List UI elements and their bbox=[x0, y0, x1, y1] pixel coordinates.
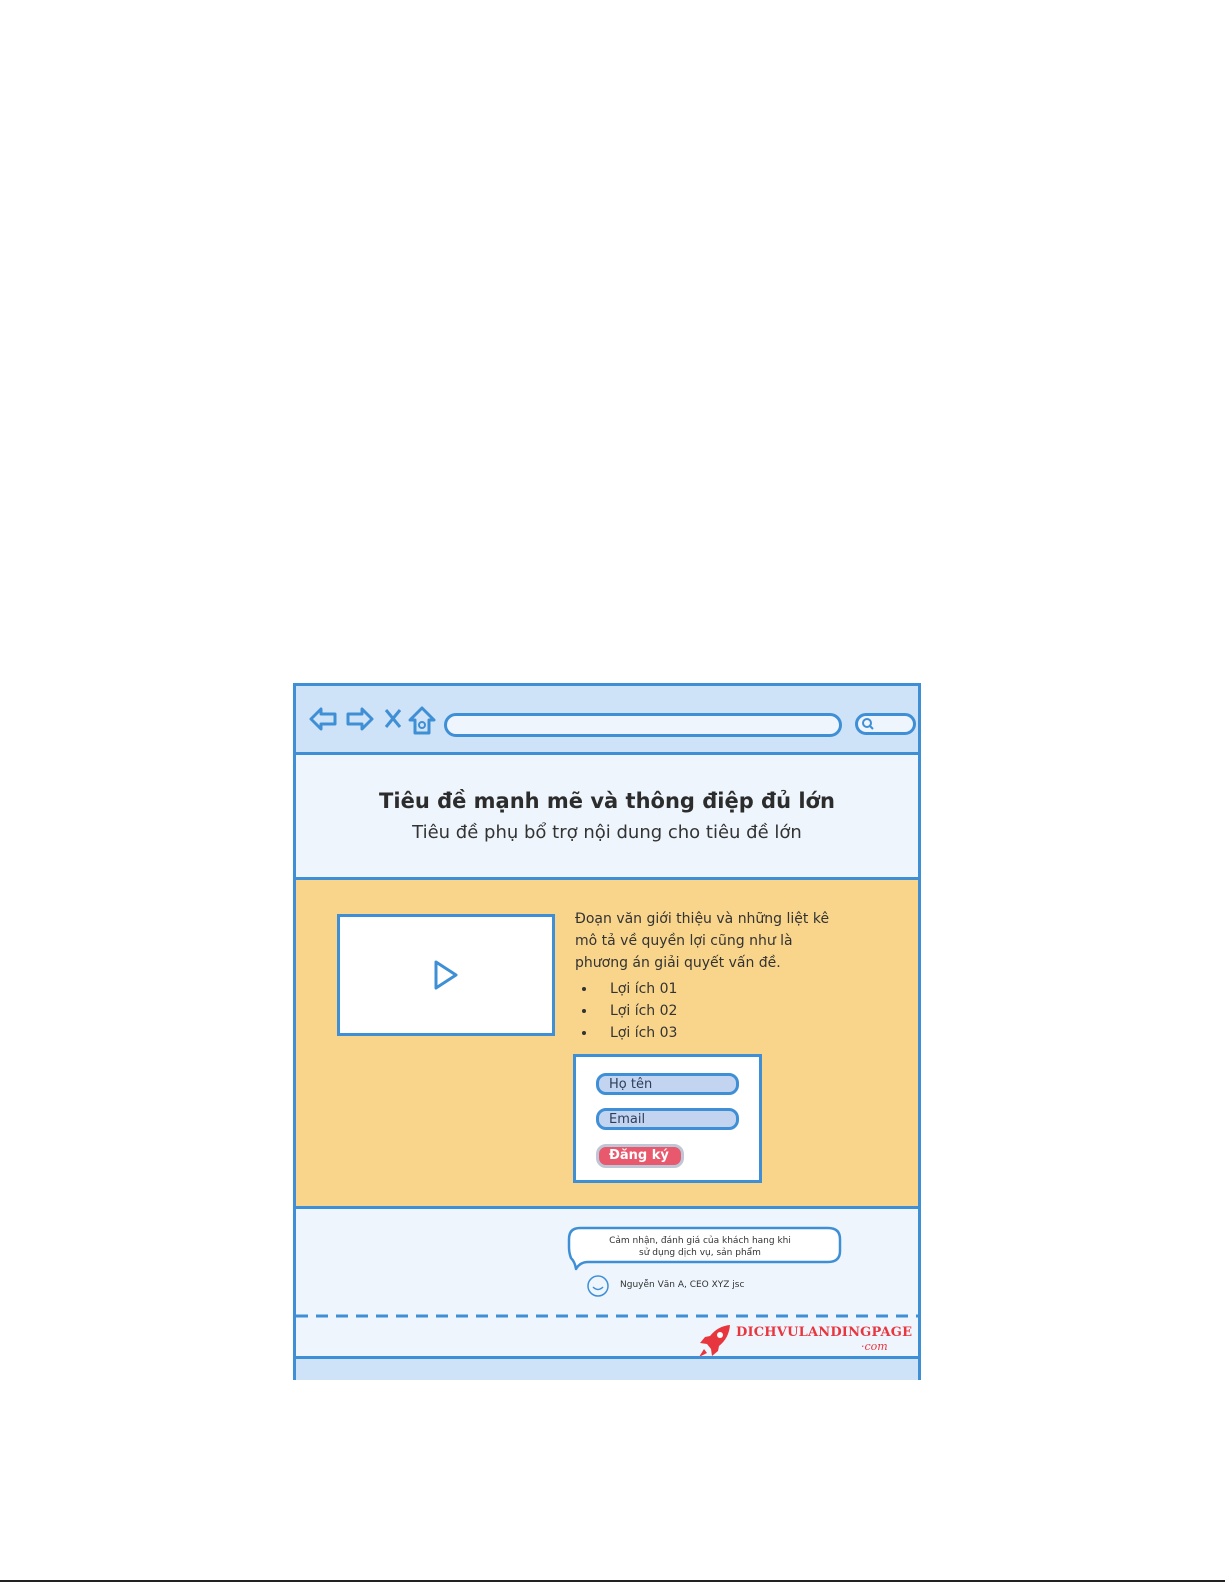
benefit-item: Lợi ích 02 bbox=[582, 1000, 677, 1022]
quote-line: Cảm nhận, đánh giá của khách hang khi bbox=[609, 1236, 791, 1246]
email-field[interactable]: Email bbox=[596, 1108, 739, 1130]
search-icon bbox=[861, 717, 875, 731]
name-field[interactable]: Họ tên bbox=[596, 1073, 739, 1095]
intro-line: mô tả về quyền lợi cũng như là bbox=[575, 933, 793, 949]
address-bar[interactable] bbox=[444, 713, 842, 737]
register-button[interactable]: Đăng ký bbox=[596, 1144, 684, 1168]
intro-line: phương án giải quyết vấn đề. bbox=[575, 955, 781, 971]
brand-logo-suffix: ·com bbox=[861, 1340, 888, 1353]
search-input[interactable] bbox=[855, 713, 916, 735]
smiley-avatar-icon bbox=[586, 1274, 610, 1298]
browser-toolbar bbox=[296, 686, 918, 755]
dashed-divider bbox=[296, 1313, 918, 1319]
close-icon[interactable] bbox=[382, 705, 404, 733]
intro-line: Đoạn văn giới thiệu và những liệt kê bbox=[575, 911, 830, 927]
brand-logo-text: DICHVULANDINGPAGE bbox=[736, 1325, 913, 1340]
benefit-item: Lợi ích 01 bbox=[582, 978, 677, 1000]
footer-bar bbox=[296, 1356, 918, 1380]
quote-line: sử dụng dịch vụ, sản phẩm bbox=[639, 1248, 761, 1258]
rocket-logo-icon bbox=[696, 1322, 734, 1360]
signup-form bbox=[573, 1054, 762, 1183]
landing-page-wireframe bbox=[293, 683, 921, 1380]
intro-paragraph bbox=[575, 908, 895, 974]
benefit-item: Lợi ích 03 bbox=[582, 1022, 677, 1044]
home-icon[interactable] bbox=[407, 705, 437, 737]
hero-section bbox=[296, 755, 918, 880]
forward-arrow-icon[interactable] bbox=[345, 705, 375, 733]
testimonial-section bbox=[296, 1209, 918, 1356]
video-placeholder[interactable] bbox=[337, 914, 555, 1036]
testimonial-quote bbox=[590, 1235, 810, 1259]
testimonial-author: Nguyễn Văn A, CEO XYZ jsc bbox=[620, 1280, 745, 1290]
hero-title: Tiêu đề mạnh mẽ và thông điệp đủ lớn bbox=[379, 789, 835, 813]
content-section bbox=[296, 880, 918, 1209]
benefits-list bbox=[582, 978, 677, 1044]
play-icon[interactable] bbox=[432, 959, 460, 991]
back-arrow-icon[interactable] bbox=[308, 705, 338, 733]
page-bottom-rule bbox=[0, 1580, 1225, 1582]
hero-subtitle: Tiêu đề phụ bổ trợ nội dung cho tiêu đề lớn bbox=[412, 822, 802, 843]
